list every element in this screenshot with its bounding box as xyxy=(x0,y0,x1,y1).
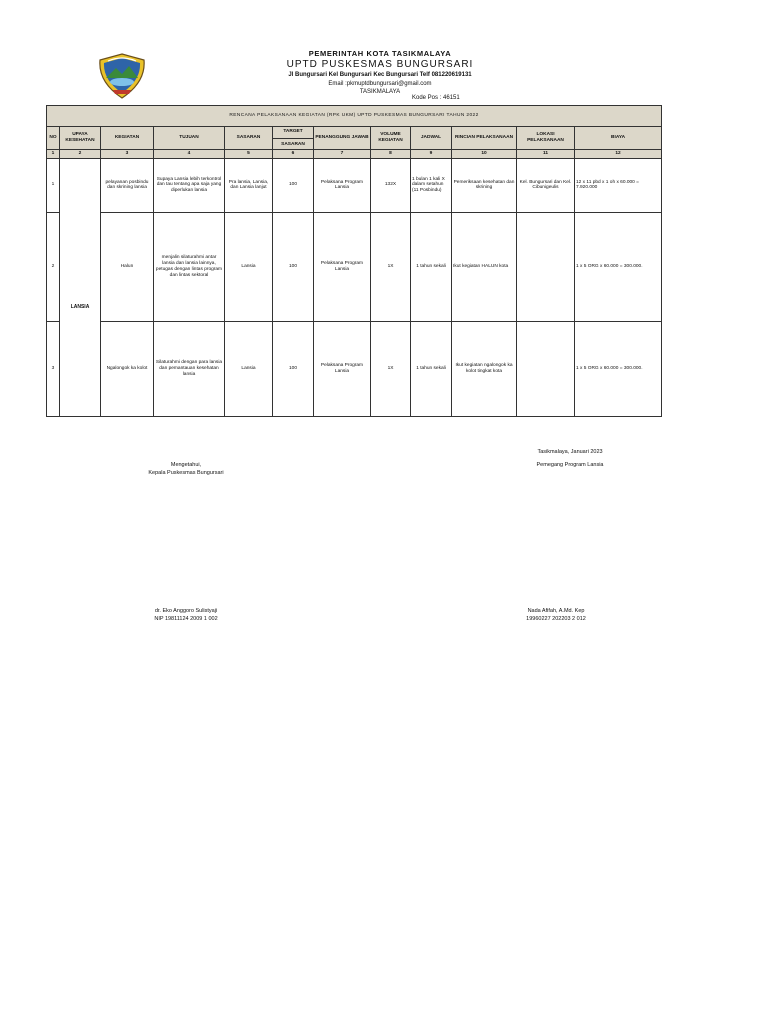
cell-no: 3 xyxy=(47,321,60,416)
header-address: Jl Bungursari Kel Bungursari Kec Bungursari Telf 081220619131 xyxy=(288,72,472,78)
cell-volume: 1X xyxy=(371,212,411,321)
table-title: RENCANA PELAKSANAAN KEGIATAN (RPK UKM) UPTD PUSKESMAS BUNGURSARI TAHUN 2022 xyxy=(47,106,662,127)
cell-kegiatan: Ngalongok ka kolot xyxy=(101,321,154,416)
cell-tujuan: Silaturahmi dengan para lansia dan pemantauan kesehatan lansia xyxy=(154,321,225,416)
rpk-table xyxy=(46,105,662,417)
col-number: 6 xyxy=(273,150,314,159)
cell-biaya: 1 x 5 ORG x 60.000 = 300.000. xyxy=(575,212,662,321)
cell-target: 100 xyxy=(273,158,314,212)
col-number: 9 xyxy=(411,150,452,159)
cell-jadwal: 1 tahun sekali xyxy=(411,321,452,416)
signature-left-title2: Kepala Puskesmas Bungursari xyxy=(148,470,224,476)
signature-right-name: Nada Afifah, A.Md. Kep xyxy=(527,608,585,614)
header-upaya: UPAYA KESEHATAN xyxy=(60,127,101,150)
cell-no: 1 xyxy=(47,158,60,212)
col-number: 12 xyxy=(575,150,662,159)
cell-no: 2 xyxy=(47,212,60,321)
header-tujuan: TUJUAN xyxy=(154,127,225,150)
cell-upaya-kesehatan: LANSIA xyxy=(60,158,101,416)
cell-penanggung-jawab: Pelaksana Program Lansia xyxy=(314,321,371,416)
header-lokasi: LOKASI PELAKSANAAN xyxy=(517,127,575,150)
col-number: 2 xyxy=(60,150,101,159)
cell-penanggung-jawab: Pelaksana Program Lansia xyxy=(314,158,371,212)
header-government: PEMERINTAH KOTA TASIKMALAYA xyxy=(308,49,452,58)
cell-volume: 132X xyxy=(371,158,411,212)
cell-rincian: Pemeriksaan kesehatan dan skrining xyxy=(452,158,517,212)
cell-volume: 1X xyxy=(371,321,411,416)
cell-sasaran: Lansia xyxy=(225,321,273,416)
cell-lokasi: Kel. Bungursari dan Kel. Cibunigeulis xyxy=(517,158,575,212)
city-emblem-logo xyxy=(96,52,148,100)
col-number: 8 xyxy=(371,150,411,159)
header-postal-code: Kode Pos : 46151 xyxy=(412,95,460,101)
cell-tujuan: menjalin silaturahmi antar lansia dan lansia lainnya, petugas dengan lintas program dan lintas sektoral xyxy=(154,212,225,321)
cell-biaya: 1 x 5 ORG x 60.000 = 300.000. xyxy=(575,321,662,416)
signature-left-title1: Mengetahui, xyxy=(170,462,202,468)
header-target-line1: TARGET xyxy=(283,128,303,134)
cell-biaya: 12 x 11 pbd x 1 oh x 60.000 = 7.920.000 xyxy=(575,158,662,212)
cell-lokasi xyxy=(517,321,575,416)
header-sasaran: SASARAN xyxy=(225,127,273,150)
header-institution: UPTD PUSKESMAS BUNGURSARI xyxy=(286,59,474,70)
signature-left-name: dr. Eko Anggoro Sulistyaji xyxy=(154,608,218,614)
header-jadwal: JADWAL xyxy=(411,127,452,150)
signature-right-title: Pemegang Program Lansia xyxy=(536,462,604,468)
table-row xyxy=(47,321,662,416)
cell-penanggung-jawab: Pelaksana Program Lansia xyxy=(314,212,371,321)
header-city: TASIKMALAYA xyxy=(359,89,401,95)
cell-jadwal: 1 bulan 1 kali X dalam setahun (11 Posbindu) xyxy=(411,158,452,212)
cell-rincian: Ikut kegiatan HALUN kota xyxy=(452,212,517,321)
cell-kegiatan: pelayanan posbindu dan skrining lansia xyxy=(101,158,154,212)
header-volume: VOLUME KEGIATAN xyxy=(371,127,411,150)
col-number: 3 xyxy=(101,150,154,159)
col-number: 1 xyxy=(47,150,60,159)
signature-right-nip: 19960227 202203 2 012 xyxy=(526,616,586,622)
col-number: 7 xyxy=(314,150,371,159)
signature-place-date: Tasikmalaya, Januari 2023 xyxy=(537,449,603,455)
cell-rincian: Ikut kegiatan ngalongok ka kolot tingkat kota xyxy=(452,321,517,416)
header-kegiatan: KEGIATAN xyxy=(101,127,154,150)
header-target-line2: SASARAN xyxy=(273,138,313,148)
header-no: NO xyxy=(47,127,60,150)
col-number: 5 xyxy=(225,150,273,159)
col-number: 11 xyxy=(517,150,575,159)
cell-target: 100 xyxy=(273,212,314,321)
cell-tujuan: Supaya Lansia lebih terkontrol dan tau tentang apa saja yang diperlukan lansia xyxy=(154,158,225,212)
cell-sasaran: Pra lansia, Lansia, dan Lansia lanjut xyxy=(225,158,273,212)
header-rincian: RINCIAN PELAKSANAAN xyxy=(452,127,517,150)
col-number: 10 xyxy=(452,150,517,159)
cell-sasaran: Lansia xyxy=(225,212,273,321)
table-row xyxy=(47,158,662,212)
header-biaya: BIAYA xyxy=(575,127,662,150)
table-row xyxy=(47,212,662,321)
header-penanggung-jawab: PENANGGUNG JAWAB xyxy=(314,127,371,150)
col-number: 4 xyxy=(154,150,225,159)
cell-kegiatan: Halun xyxy=(101,212,154,321)
header-target xyxy=(273,127,314,150)
cell-target: 100 xyxy=(273,321,314,416)
cell-jadwal: 1 tahun sekali xyxy=(411,212,452,321)
header-email: Email :pkmuptdbungursari@gmail.com xyxy=(328,81,432,87)
cell-lokasi xyxy=(517,212,575,321)
signature-left-nip: NIP 19811124 2009 1 002 xyxy=(154,616,218,622)
